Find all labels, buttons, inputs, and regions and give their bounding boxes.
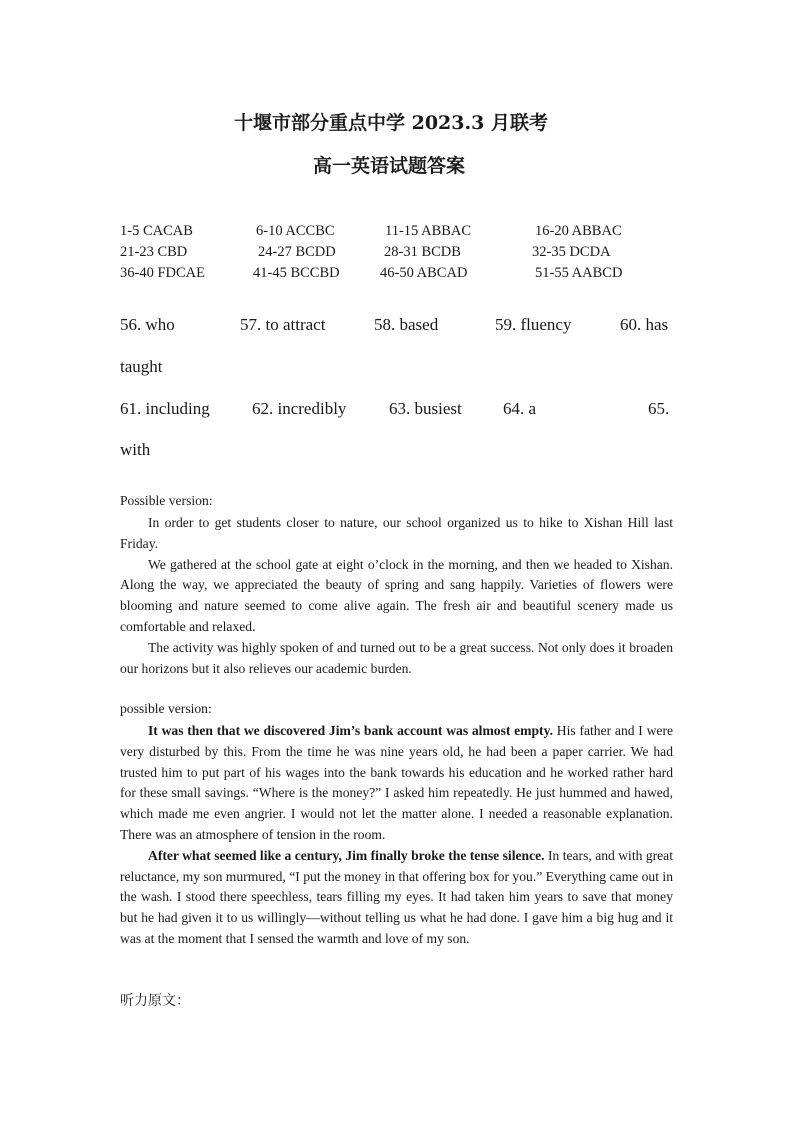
page-subtitle: 高一英语试题答案 xyxy=(313,155,466,177)
writing1-paragraph-3: The activity was highly spoken of and turned out to be a great success. Not only does it broaden our horizons but it also relieves our academic burden. xyxy=(120,639,673,676)
answer-key-item: 11-15 ABBAC xyxy=(385,223,472,239)
blank-answer: 57. to attract xyxy=(240,315,326,334)
page-title: 十堰市部分重点中学 2023.3 月联考 xyxy=(234,112,548,134)
writing1-essay xyxy=(120,513,673,679)
writing2-paragraph-2 xyxy=(120,846,673,950)
writing1-paragraph-1: In order to get students closer to nature, our school organized us to hike to Xishan Hill last Friday. xyxy=(120,515,673,551)
writing2-label: possible version: xyxy=(120,701,212,716)
blank-answer: 58. based xyxy=(374,315,439,334)
blank-answer: 64. a xyxy=(503,399,537,418)
writing2-paragraph-1-body: His father and I were very disturbed by this. From the time he was nine years old, he had been a paper carrier. We had trusted him to put part of his wages into the bank towards his education and he worked rather hard for these small savings. “Where is the money?” I asked him repeatedly. He just hummed and hawed, which made me even angrier. I would not let the matter alone. I needed a reasonable explanation. There was an atmosphere of tension in the room. xyxy=(120,723,674,842)
blank-answer: 59. fluency xyxy=(495,315,572,334)
answer-key-item: 16-20 ABBAC xyxy=(535,223,622,239)
blank-answer: 63. busiest xyxy=(389,399,462,418)
writing2-paragraph-1 xyxy=(120,721,673,846)
answer-key-item: 6-10 ACCBC xyxy=(256,223,335,239)
blank-answer: 62. incredibly xyxy=(252,399,347,418)
blank-answer: 56. who xyxy=(120,315,175,334)
blank-answer-continued: with xyxy=(120,440,151,459)
answer-key-item: 51-55 AABCD xyxy=(535,265,623,281)
answer-key-item: 1-5 CACAB xyxy=(120,223,193,239)
blank-answer: 60. has xyxy=(620,315,669,334)
answer-key-item: 41-45 BCCBD xyxy=(253,265,340,281)
answer-key-item: 36-40 FDCAE xyxy=(120,265,205,281)
writing2-essay xyxy=(120,721,673,950)
blank-answer: 65. xyxy=(648,399,670,418)
writing1-label: Possible version: xyxy=(120,493,213,508)
writing2-paragraph-2-body: In tears, and with great reluctance, my son murmured, “I put the money in that offering box for you.” Everything came out in the wash. I stood there speechless, tears filling my eyes. It had taken him years to save that money but he had given it to us willingly—without telling us what he had done. I gave him a big hug and it was at the moment that I sensed the warmth and love of my son. xyxy=(120,847,673,946)
answer-key-item: 24-27 BCDD xyxy=(258,244,336,260)
answer-key-item: 21-23 CBD xyxy=(120,244,188,260)
listening-transcript-label: 听力原文： xyxy=(120,993,190,1009)
writing2-paragraph-2-opening: After what seemed like a century, Jim finally broke the tense silence. xyxy=(148,847,545,863)
blank-answer-continued: taught xyxy=(120,357,163,376)
answer-key-item: 32-35 DCDA xyxy=(532,244,611,260)
answer-key-item: 46-50 ABCAD xyxy=(380,265,468,281)
writing2-paragraph-1-opening: It was then that we discovered Jim’s bank account was almost empty. xyxy=(148,723,554,738)
blank-answer: 61. including xyxy=(120,399,210,418)
writing1-paragraph-2: We gathered at the school gate at eight o’clock in the morning, and then we headed to Xishan. Along the way, we appreciated the beauty of spring and sang happily. Varieties of flowers were blooming and nature seemed to come alive again. The fresh air and beautiful scenery made us comfortable and relaxed. xyxy=(120,556,673,634)
answer-key-item: 28-31 BCDB xyxy=(384,244,461,260)
